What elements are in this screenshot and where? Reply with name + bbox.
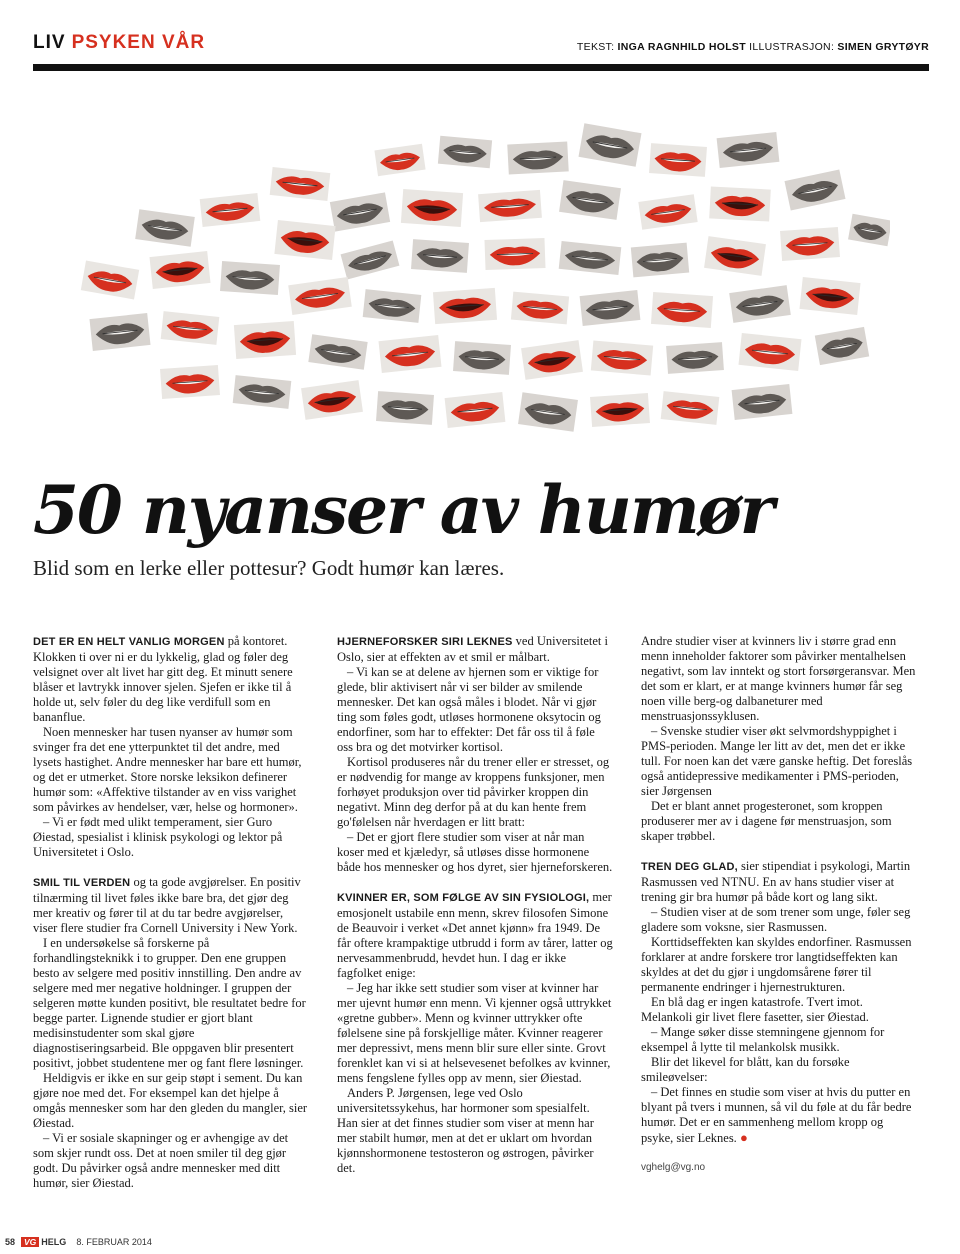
mouth-icon	[270, 167, 331, 201]
paragraph: – Jeg har ikke sett studier som viser at kvinner har mer ujevnt humør enn menn. Vi kjenner også uttrykket «gretne gubber». Menn og kvinner uttrykker ofte følelsene sine på forskjellige måter. Kvinner reagerer mer depressivt, mens menn blir sure eller sinte. Grovt forenklet kan vi si at helsevesenet befolkes av kvinner, mens fengslene fylles opp av menn, sier Øiestad.	[337, 981, 612, 1085]
paragraph	[641, 1085, 917, 1146]
paragraph-text: sier stipendiat i psykologi, Martin Rasmussen ved NTNU. En av hans studier viser at trening gir bra humør på både kort og lang sikt.	[641, 859, 911, 904]
mouth-icon	[411, 239, 469, 273]
issue-date: 8. FEBRUAR 2014	[76, 1237, 152, 1247]
article-column-3	[641, 634, 917, 1175]
paragraph-text: og ta gode avgjørelser. En positiv tilnærming til livet føles ikke bare bra, det gjør deg mer kreativ og fører til at du tar bedre avgjørelser, viser flere studier fra Cornell University i New York.	[33, 875, 301, 935]
header-rule	[33, 64, 929, 71]
contact-email-link[interactable]: vghelg@vg.no	[641, 1162, 706, 1173]
paragraph: Korttidseffekten kan skyldes endorfiner. Rasmussen forklarer at andre forskere tror langtidseffekten kan skyldes at det du gjør i ungdomsårene fører til permanente endringer i hjernestrukturen.	[641, 935, 912, 994]
mouth-icon	[341, 240, 400, 279]
paragraph	[337, 634, 613, 665]
mouth-icon	[784, 170, 845, 211]
article-subtitle: Blid som en lerke eller pottesur? Godt humør kan læres.	[33, 556, 505, 580]
paragraph: – Vi er født med ulikt temperament, sier Guro Øiestad, spesialist i klinisk psykologi og lektor på Universitetet i Oslo.	[33, 815, 283, 859]
mouth-icon	[580, 290, 641, 326]
paragraph	[33, 875, 309, 936]
paragraph: – Det er gjort flere studier som viser at når man koser med et kjæledyr, så utløses disse hormonene både hos mennesker og hos dyret, sier hjerneforskeren.	[337, 830, 613, 874]
mouth-icon	[848, 214, 890, 247]
paragraph: – Vi kan se at delene av hjernen som er viktige for glede, blir aktivisert når vi ser bilder av smilende mennesker. Det kan også måles i blodet. Når vi gjør ting som føles godt, utløses hormonene oksytocin og endorfiner, som har to effekter: Det får oss til å føle oss bra og det motvirker kortisol.	[337, 665, 601, 754]
mouth-icon	[220, 261, 280, 295]
paragraph: Kortisol produseres når du trener eller er stresset, og er nødvendig for mange av kroppens funksjoner, men forhøyet produksjon over tid påvirker kroppen din negativt. Minn deg derfor på at du kan hente frem go'følelsen når hverdagen er litt bratt:	[337, 755, 610, 829]
paragraph: En blå dag er ingen katastrofe. Tvert imot. Melankoli gir livet flere fasetter, sier Øiestad.	[641, 995, 869, 1024]
mouth-icon	[815, 327, 869, 365]
mouth-icon	[559, 180, 621, 220]
mouth-icon	[308, 334, 367, 370]
article-title: 50 nyanser av humør	[33, 471, 773, 549]
top-bar	[33, 32, 929, 60]
paragraph-text: på kontoret. Klokken ti over ni er du lykkelig, glad og føler deg velsignet over alt livet har gitt deg. Et minutt senere blåser et lavtrykk innover sjelen. Sjefen er ikke til å holde ut, selv føler du deg like verdifull som en bananflue.	[33, 634, 293, 724]
mouth-icon	[233, 375, 292, 409]
mouth-icon	[799, 277, 860, 315]
mouth-icon	[330, 192, 390, 231]
credits	[577, 41, 929, 53]
mouth-icon	[717, 132, 780, 168]
mouth-icon	[453, 341, 511, 375]
mouth-icon	[590, 393, 650, 427]
mouth-icon	[288, 277, 352, 315]
mouth-icon	[274, 220, 335, 260]
mouth-icon	[738, 333, 801, 371]
paragraph: – Vi er sosiale skapninger og er avhengige av det som skjer rundt oss. Det at noen smiler til deg gjør godt. Du påvirker også andre mennesker med ditt humør, sier Øiestad.	[33, 1131, 289, 1190]
page-number: 58	[5, 1237, 16, 1247]
mouth-icon	[661, 391, 720, 425]
mouth-icon	[518, 392, 578, 431]
mouth-icon	[780, 227, 840, 261]
vg-logo: VG	[21, 1237, 39, 1247]
mouth-icon	[638, 194, 697, 230]
paragraph: – Studien viser at de som trener som unge, føler seg gladere som voksne, sier Rasmussen.	[641, 905, 911, 934]
mouth-icon	[704, 236, 766, 276]
mouth-icon	[649, 143, 707, 177]
mouth-icon	[301, 380, 363, 420]
mouth-icon	[401, 189, 463, 227]
mouth-icon	[81, 261, 139, 300]
mouth-icon	[729, 285, 791, 323]
paragraph-text: mer emosjonelt ustabile enn menn, skrev filosofen Simone de Beauvoir i verket «Det annet kjønn» fra 1949. De får oftere krampaktige utbrudd i form av tårer, latter og nervesammenbrudd, hevdet hun. I dag er ikke fagfolket enige:	[337, 890, 613, 980]
subsection-name: PSYKEN VÅR	[71, 32, 206, 53]
mouth-icon	[234, 321, 296, 359]
lede-text: SMIL TIL VERDEN	[33, 877, 131, 889]
paragraph: Anders P. Jørgensen, lege ved Oslo universitetssykehus, har hormoner som spesialfelt. Han sier at det finnes studier som viser at menn har mer stabilt humør, men at det er uklart om hvordan kjønnshormonene testosteron og østrogen, påvirker det.	[337, 1086, 594, 1175]
illustrator-name: SIMEN GRYTØYR	[837, 41, 929, 53]
mouth-icon	[89, 313, 150, 351]
paragraph	[641, 859, 917, 905]
mouth-icon	[135, 209, 195, 247]
lede-text: TREN DEG GLAD,	[641, 861, 738, 873]
paragraph: I en undersøkelse så forskerne på forhandlingsteknikk i to grupper. Den ene gruppen besto av selgere med positiv innstilling. Den andre av selgere med mer negative holdninger. I gruppen der selgeren møtte kunden positivt, ble resultatet bedre for begge parter. Lignende studier er gjort blant medisinstudenter som skal gjøre diagnostiseringsarbeid. Ble oppgaven blir presentert positivt, jobbet studentene mer og fant flere løsninger.	[33, 936, 306, 1070]
section-name: LIV	[33, 32, 66, 53]
article-column-1	[33, 634, 309, 1191]
mouth-icon	[378, 335, 441, 373]
mouth-icon	[433, 288, 497, 324]
mouth-icon	[161, 311, 220, 345]
text-credit-label: TEKST:	[576, 41, 615, 53]
lede-text: KVINNER ER, SOM FØLGE AV SIN FYSIOLOGI,	[337, 892, 590, 904]
paragraph: – Svenske studier viser økt selvmordshyppighet i PMS-perioden. Mange ler litt av det, men det er ikke tull. For noen kan det være ganske heftig. Det foreslås også antidepressive medikamenter i PMS-perioden, sier Jørgensen	[641, 724, 913, 798]
page-footer	[5, 1237, 152, 1251]
author-name: INGA RAGNHILD HOLST	[617, 41, 746, 53]
mouth-icon	[438, 136, 492, 168]
paragraph: Blir det likevel for blått, kan du forsøke smileøvelser:	[641, 1055, 850, 1084]
lede-text: HJERNEFORSKER SIRI LEKNES	[337, 636, 513, 648]
mouth-icon	[149, 251, 210, 289]
paragraph-text: – Det finnes en studie som viser at hvis du putter en blyant på tvers i munnen, så vil du føle at du får bedre humør. Det er en sammenheng mellom kropp og psyke, sier Leknes.	[641, 1085, 912, 1145]
end-mark-icon: ●	[739, 1130, 748, 1145]
mouth-icon	[376, 391, 434, 425]
paragraph: Noen mennesker har tusen nyanser av humør som svinger fra det ene ytterpunktet til det andre, med lysets hastighet. Andre mennesker har bare ett humør, og det er utmerket. Store norske leksikon definerer humør som: «Affektive tilstander av en viss varighet som påvirkes av hendelser, vær, helse og hormoner».	[33, 725, 302, 814]
paragraph	[337, 890, 613, 981]
mouths-illustration	[70, 120, 890, 450]
illustration-credit-label: ILLUSTRASJON:	[749, 41, 835, 53]
mouth-icon	[666, 342, 724, 374]
mouth-icon	[200, 193, 261, 227]
paragraph: Heldigvis er ikke en sur geip støpt i sement. Du kan gjøre noe med det. For eksempel kan det hjelpe å omgås mennesker som har den gleden du mangler, sier Øiestad.	[33, 1071, 308, 1130]
mouth-icon	[374, 144, 425, 176]
mouth-icon	[578, 123, 641, 167]
mouth-icon	[521, 340, 583, 380]
paragraph: Andre studier viser at kvinners liv i større grad enn menn inneholder faktorer som påvirker mentalhelsen negativt, som lav inntekt og stort forsørgeransvar. Men det som er klart, er at mange kvinners humør får seg noen ville berg-og dalbaneturer med menstruasjonssyklusen.	[641, 634, 916, 723]
lede-text: DET ER EN HELT VANLIG MORGEN	[33, 636, 225, 648]
mouth-icon	[478, 190, 542, 222]
mouth-icon	[445, 392, 506, 428]
mouth-icon	[732, 384, 793, 420]
mouth-icon	[651, 292, 713, 328]
paragraph-text: ved Universitetet i Oslo, sier at effekten av et smil er målbart.	[337, 634, 608, 664]
paragraph: Det er blant annet progesteronet, som kroppen produserer mer av i dagene før menstruasjon, som skaper trøbbel.	[641, 799, 892, 843]
mouth-icon	[631, 243, 689, 278]
mouth-icon	[511, 292, 569, 325]
paragraph: – Mange søker disse stemningene gjennom for eksempel å lytte til melankolsk musikk.	[641, 1025, 885, 1054]
mouth-icon	[709, 186, 771, 221]
brand-suffix: HELG	[41, 1237, 67, 1247]
mouth-icon	[559, 241, 622, 275]
mouth-icon	[363, 289, 422, 323]
article-column-2	[337, 634, 613, 1176]
mouth-icon	[484, 238, 545, 270]
mouth-icon	[160, 365, 220, 399]
mouth-icon	[591, 340, 653, 375]
section-label	[33, 32, 205, 54]
paragraph	[33, 634, 309, 725]
mouth-icon	[507, 141, 568, 174]
